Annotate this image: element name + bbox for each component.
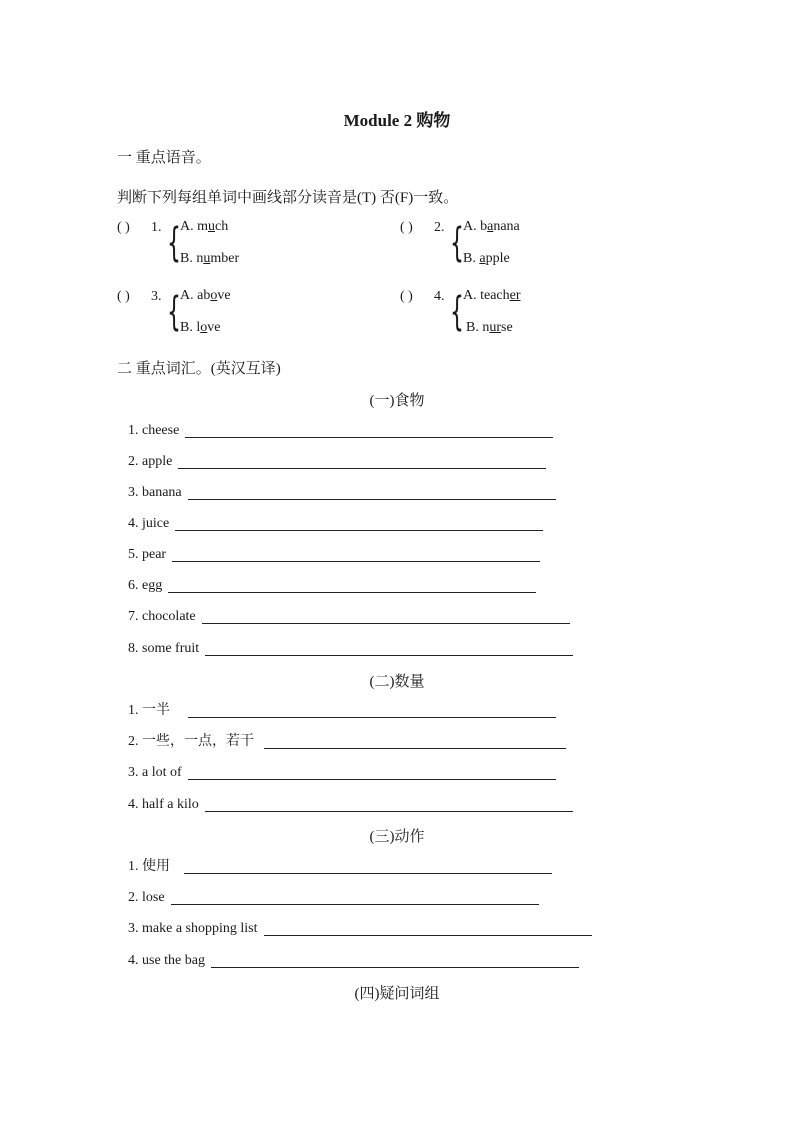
page-title: Module 2 购物 xyxy=(343,111,451,130)
vocab-item: 2. apple xyxy=(128,451,546,473)
instruction-text: 判断下列每组单词中画线部分读音是(T) 否(F)一致。 xyxy=(117,190,459,206)
answer-line[interactable] xyxy=(205,811,573,812)
answer-line[interactable] xyxy=(188,779,556,780)
option-a: A. banana xyxy=(463,219,520,234)
vocab-item: 1. cheese xyxy=(128,420,553,442)
vocab-item: 1. 使用 xyxy=(128,856,552,878)
option-b: B. number xyxy=(180,251,240,266)
question-2 xyxy=(400,217,445,239)
answer-blank[interactable]: ( ) xyxy=(400,220,413,235)
answer-line[interactable] xyxy=(185,437,553,438)
question-3 xyxy=(117,286,162,308)
answer-blank[interactable]: ( ) xyxy=(117,220,130,235)
question-number: 2. xyxy=(434,220,445,235)
group-title-food: (一)食物 xyxy=(369,393,425,409)
brace-icon: { xyxy=(167,289,181,335)
brace-icon: { xyxy=(450,220,464,266)
answer-line[interactable] xyxy=(171,904,539,905)
vocab-item: 8. some fruit xyxy=(128,638,573,660)
answer-line[interactable] xyxy=(172,561,540,562)
answer-line[interactable] xyxy=(178,468,546,469)
option-b: B. apple xyxy=(463,251,510,266)
group-title-actions: (三)动作 xyxy=(369,829,425,845)
group-title-quantity: (二)数量 xyxy=(369,674,425,690)
question-number: 4. xyxy=(434,289,445,304)
group-title-questions: (四)疑问词组 xyxy=(354,986,440,1002)
option-b: B. love xyxy=(180,320,221,335)
question-number: 1. xyxy=(151,220,162,235)
vocab-item: 5. pear xyxy=(128,544,540,566)
vocab-item: 6. egg xyxy=(128,575,536,597)
vocab-item: 2. lose xyxy=(128,887,539,909)
vocab-item: 2. 一些，一点，若干 xyxy=(128,731,566,753)
answer-blank[interactable]: ( ) xyxy=(117,289,130,304)
vocab-item: 3. make a shopping list xyxy=(128,918,592,940)
brace-icon: { xyxy=(450,289,464,335)
vocab-item: 3. a lot of xyxy=(128,762,556,784)
answer-blank[interactable]: ( ) xyxy=(400,289,413,304)
section-heading-pronunciation: 一 重点语音。 xyxy=(117,150,211,166)
answer-line[interactable] xyxy=(205,655,573,656)
vocab-item: 4. half a kilo xyxy=(128,794,573,816)
answer-line[interactable] xyxy=(175,530,543,531)
answer-line[interactable] xyxy=(264,748,566,749)
vocab-item: 7. chocolate xyxy=(128,606,570,628)
answer-line[interactable] xyxy=(202,623,570,624)
answer-line[interactable] xyxy=(188,499,556,500)
question-4 xyxy=(400,286,445,308)
option-a: A. above xyxy=(180,288,231,303)
answer-line[interactable] xyxy=(188,717,556,718)
vocab-item: 3. banana xyxy=(128,482,556,504)
vocab-item: 4. use the bag xyxy=(128,950,579,972)
vocab-item: 4. juice xyxy=(128,513,543,535)
option-a: A. teacher xyxy=(463,288,521,303)
option-b: B. nurse xyxy=(466,320,513,335)
question-number: 3. xyxy=(151,289,162,304)
answer-line[interactable] xyxy=(168,592,536,593)
answer-line[interactable] xyxy=(211,967,579,968)
section-heading-vocabulary: 二 重点词汇。(英汉互译) xyxy=(117,361,281,377)
option-a: A. much xyxy=(180,219,229,234)
question-1 xyxy=(117,217,162,239)
answer-line[interactable] xyxy=(264,935,592,936)
brace-icon: { xyxy=(167,220,181,266)
vocab-item: 1. 一半 xyxy=(128,700,556,722)
answer-line[interactable] xyxy=(184,873,552,874)
